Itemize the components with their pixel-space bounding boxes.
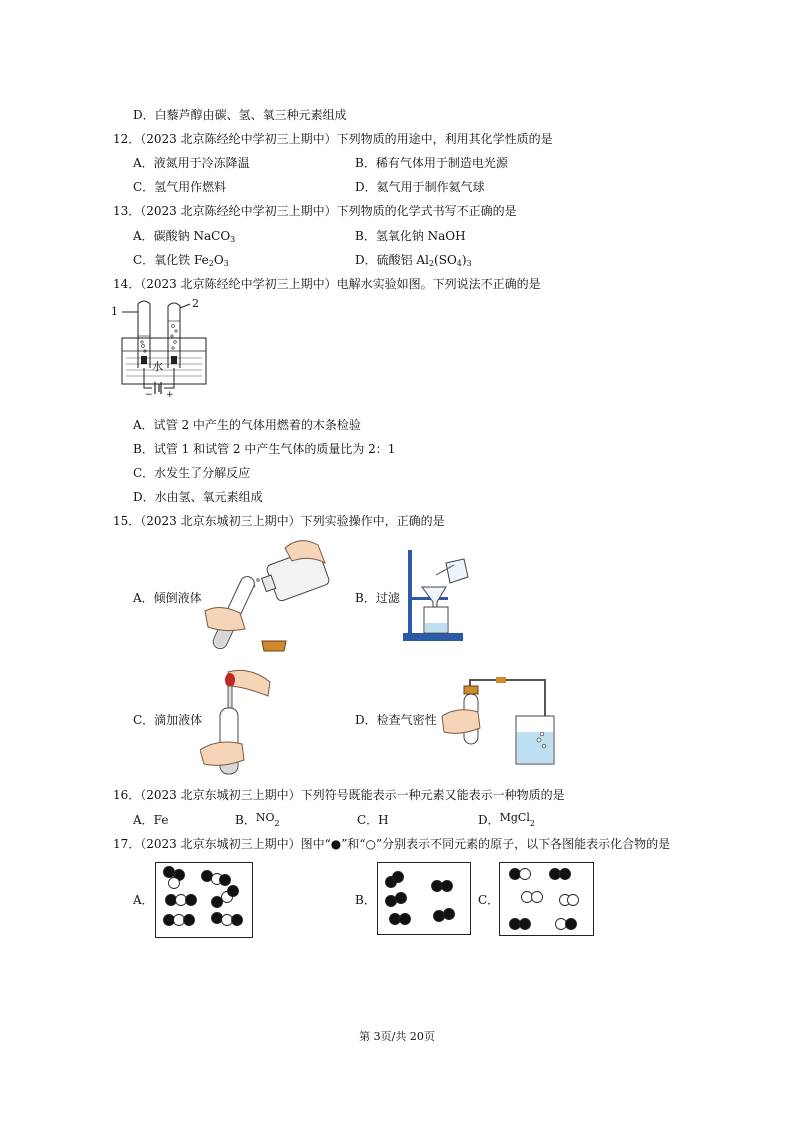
pouring-beaker xyxy=(446,559,468,583)
q16-option-b: B．$NO_2$ xyxy=(235,811,280,828)
particle-box-b xyxy=(377,862,471,935)
q15-option-b: B．过滤 xyxy=(355,591,400,605)
particle-box-c xyxy=(499,862,594,936)
dropper-tube xyxy=(228,686,232,708)
q17-label-c: C． xyxy=(478,893,500,907)
q13-option-a: A．碳酸钠 NaCO$_3$ xyxy=(133,229,236,244)
q15-option-a: A．倾倒液体 xyxy=(133,591,202,605)
molecule-a4 xyxy=(212,897,223,908)
molecule-c1 xyxy=(510,869,521,880)
rubber-connector xyxy=(496,677,506,683)
q16-option-d: D．MgCl$_2$ xyxy=(478,811,535,828)
positive-sign: + xyxy=(166,390,174,400)
tube-1-label: 1 xyxy=(111,305,118,318)
wire-positive xyxy=(164,368,174,388)
wire-negative xyxy=(144,368,152,388)
electrolysis-apparatus-figure xyxy=(108,296,218,406)
molecule-a3 xyxy=(166,895,177,906)
q12-option-b: B．稀有气体用于制造电光源 xyxy=(355,156,508,170)
molecule-c6 xyxy=(556,919,567,930)
q13-option-d: D．硫酸铝 $Al_2(SO_4)_3$ xyxy=(355,253,472,268)
q13-option-b: B．氢氧化钠 NaOH xyxy=(355,229,466,243)
molecule-a6 xyxy=(212,913,223,924)
molecule-c5 xyxy=(510,919,521,930)
q17-label-a: A． xyxy=(133,893,154,907)
stand-rod xyxy=(408,550,412,634)
droplet xyxy=(256,578,260,582)
q12-option-c: C．氢气用作燃料 xyxy=(133,180,227,194)
molecule-b2 xyxy=(432,881,443,892)
filtration-figure xyxy=(398,545,473,645)
particle-box-a xyxy=(155,862,253,938)
page-footer: 第 3页/共 20页 xyxy=(359,1030,435,1043)
q16-option-c: C．H xyxy=(357,813,389,827)
q14-option-c: C．水发生了分解反应 xyxy=(133,466,251,480)
q14-option-d: D．水由氢、氧元素组成 xyxy=(133,490,263,504)
electrode-2 xyxy=(171,356,177,364)
q17-stem: 17．（2023 北京东城初三上期中）图中“●”和“○”分别表示不同元素的原子，以下各图能表示化合物的是 xyxy=(113,837,671,851)
negative-sign: − xyxy=(145,390,153,400)
electrode-1 xyxy=(141,356,147,364)
tube-2-pointer xyxy=(180,304,190,308)
q12-option-a: A．液氮用于冷冻降温 xyxy=(133,156,250,170)
q15-option-d: D．检查气密性 xyxy=(355,713,437,727)
stopper xyxy=(262,641,286,651)
q12-stem: 12．（2023 北京陈经纶中学初三上期中）下列物质的用途中，利用其化学性质的是 xyxy=(113,132,553,146)
molecule-c2 xyxy=(550,869,561,880)
q11-option-d: D．白藜芦醇由碳、氢、氧三种元素组成 xyxy=(133,108,347,122)
hand-holding-tube xyxy=(442,710,480,734)
stand-base xyxy=(403,633,463,641)
molecule-a1 xyxy=(164,867,175,878)
q13-stem: 13．（2023 北京陈经纶中学初三上期中）下列物质的化学式书写不正确的是 xyxy=(113,204,517,218)
hand-holding-tube xyxy=(200,742,244,765)
tube-2-label: 2 xyxy=(192,297,199,310)
q15-stem: 15．（2023 北京东城初三上期中）下列实验操作中，正确的是 xyxy=(113,514,445,528)
q17-label-b: B． xyxy=(355,893,376,907)
adding-drops-figure xyxy=(200,664,275,779)
molecule-b4 xyxy=(390,914,401,925)
q13-option-c: C．氧化铁 $Fe_2O_3$ xyxy=(133,253,229,268)
airtightness-check-figure xyxy=(440,676,560,768)
molecule-b3 xyxy=(386,896,397,907)
molecule-a5 xyxy=(164,915,175,926)
q16-option-a: A．Fe xyxy=(133,813,169,827)
pouring-liquid-figure xyxy=(200,533,335,658)
stopper xyxy=(464,686,478,694)
q12-option-d: D．氦气用于制作氦气球 xyxy=(355,180,485,194)
q15-option-c: C．滴加液体 xyxy=(133,713,203,727)
delivery-tube xyxy=(470,680,545,720)
molecule-c3 xyxy=(522,892,533,903)
q14-option-a: A．试管 2 中产生的气体用燃着的木条检验 xyxy=(133,418,361,432)
molecule-b5 xyxy=(434,911,445,922)
q16-stem: 16．（2023 北京东城初三上期中）下列符号既能表示一种元素又能表示一种物质的是 xyxy=(113,788,565,802)
q14-option-b: B．试管 1 和试管 2 中产生气体的质量比为 2：1 xyxy=(133,442,396,456)
dropper-bulb xyxy=(225,673,235,687)
water-label: 水 xyxy=(152,360,163,373)
q14-stem: 14．（2023 北京陈经纶中学初三上期中）电解水实验如图。下列说法不正确的是 xyxy=(113,277,541,291)
funnel-ring xyxy=(410,597,448,600)
molecule-a2 xyxy=(202,871,213,882)
water-trough xyxy=(122,338,206,384)
